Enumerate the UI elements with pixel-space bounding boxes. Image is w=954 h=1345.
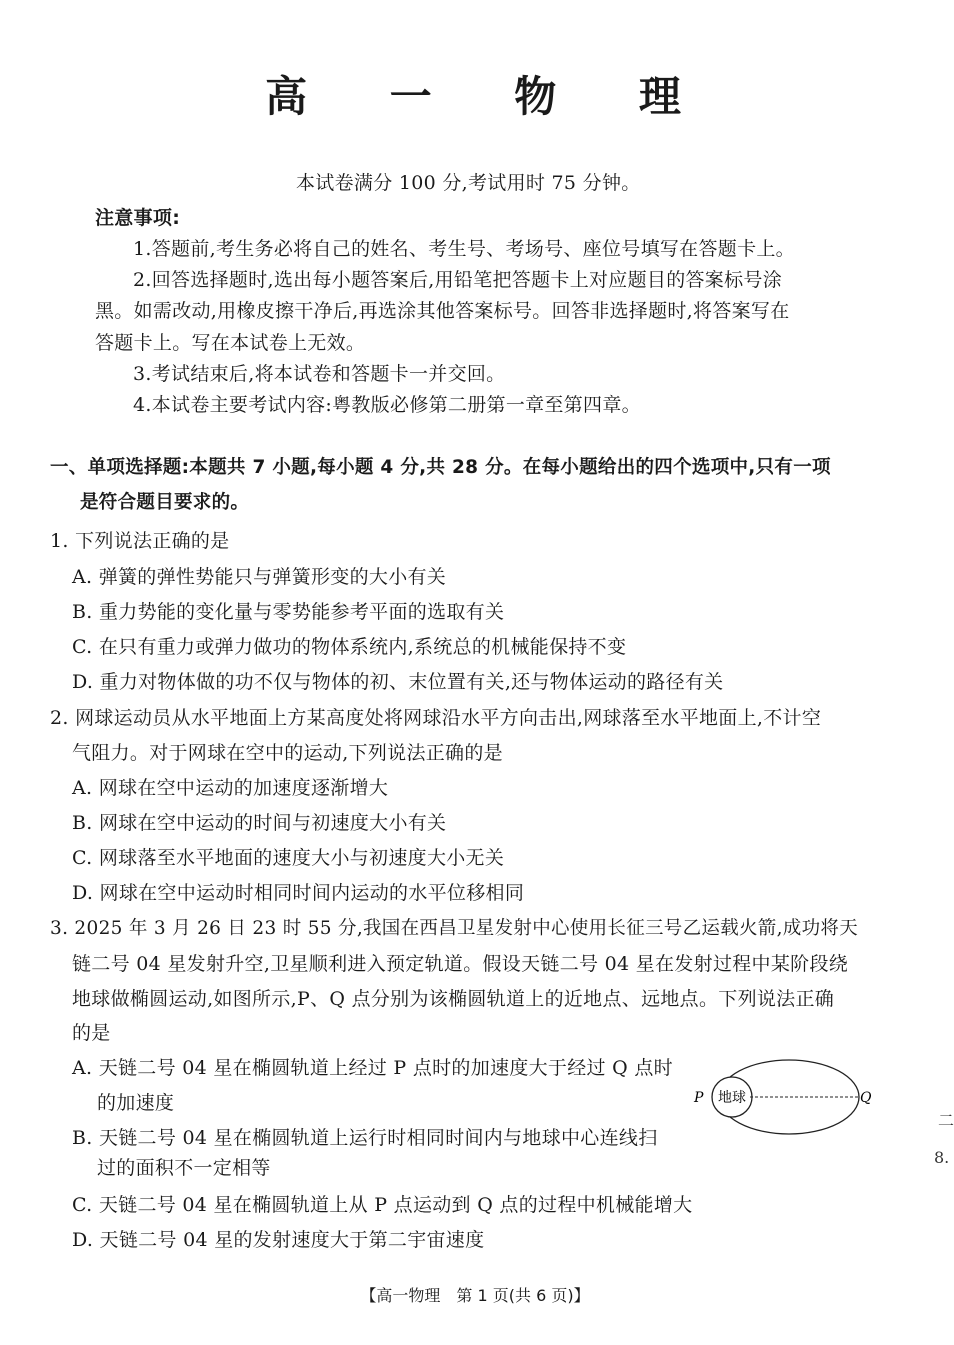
earth-label: 地球 — [718, 1090, 746, 1106]
question-2-option-b: B. 网球在空中运动的时间与初速度大小有关 — [72, 812, 447, 834]
page-footer: 【高一物理 第 1 页(共 6 页)】 — [360, 1286, 590, 1305]
elliptical-orbit-diagram — [690, 1055, 875, 1137]
question-2-option-c: C. 网球落至水平地面的速度大小与初速度大小无关 — [72, 847, 505, 869]
margin-fragment: 二 — [938, 1111, 954, 1130]
notice-line: 3.考试结束后,将本试卷和答题卡一并交回。 — [133, 363, 506, 385]
notice-line: 黑。如需改动,用橡皮擦干净后,再选涂其他答案标号。回答非选择题时,将答案写在 — [95, 300, 790, 322]
notice-line: 答题卡上。写在本试卷上无效。 — [95, 332, 366, 354]
question-3-option-b-cont: 过的面积不一定相等 — [97, 1157, 271, 1179]
question-3-option-b: B. 天链二号 04 星在椭圆轨道上运行时相同时间内与地球中心连线扫 — [72, 1127, 658, 1149]
question-1-stem: 1. 下列说法正确的是 — [50, 530, 230, 552]
section-heading: 一、单项选择题:本题共 7 小题,每小题 4 分,共 28 分。在每小题给出的四个选项中,只有一项 — [50, 457, 831, 478]
question-2-option-a: A. 网球在空中运动的加速度逐渐增大 — [72, 777, 389, 799]
question-2-option-d: D. 网球在空中运动时相同时间内运动的水平位移相同 — [72, 882, 525, 904]
question-3-stem: 的是 — [72, 1022, 111, 1044]
point-q-label: Q — [860, 1090, 872, 1106]
question-2-stem: 气阻力。对于网球在空中的运动,下列说法正确的是 — [72, 742, 503, 764]
question-1-option-c: C. 在只有重力或弹力做功的物体系统内,系统总的机械能保持不变 — [72, 636, 627, 658]
question-1-option-d: D. 重力对物体做的功不仅与物体的初、末位置有关,还与物体运动的路径有关 — [72, 671, 724, 693]
question-1-option-b: B. 重力势能的变化量与零势能参考平面的选取有关 — [72, 601, 505, 623]
question-2-stem: 2. 网球运动员从水平地面上方某高度处将网球沿水平方向击出,网球落至水平地面上,不计空 — [50, 707, 822, 729]
notice-line: 2.回答选择题时,选出每小题答案后,用铅笔把答题卡上对应题目的答案标号涂 — [133, 269, 783, 291]
margin-fragment: 8. — [934, 1148, 950, 1167]
question-3-stem: 链二号 04 星发射升空,卫星顺利进入预定轨道。假设天链二号 04 星在发射过程中某阶段绕 — [72, 953, 849, 975]
question-3-option-c: C. 天链二号 04 星在椭圆轨道上从 P 点运动到 Q 点的过程中机械能增大 — [72, 1194, 693, 1216]
question-3-option-a-cont: 的加速度 — [97, 1092, 175, 1114]
question-3-stem: 地球做椭圆运动,如图所示,P、Q 点分别为该椭圆轨道上的近地点、远地点。下列说法正确 — [72, 988, 835, 1010]
notice-line: 1.答题前,考生务必将自己的姓名、考生号、考场号、座位号填写在答题卡上。 — [133, 238, 795, 260]
section-heading: 是符合题目要求的。 — [80, 492, 250, 513]
notice-heading: 注意事项: — [95, 207, 181, 229]
question-3-stem: 3. 2025 年 3 月 26 日 23 时 55 分,我国在西昌卫星发射中心使用长征三号乙运载火箭,成功将天 — [50, 918, 858, 939]
exam-intro: 本试卷满分 100 分,考试用时 75 分钟。 — [296, 172, 641, 194]
question-3-option-d: D. 天链二号 04 星的发射速度大于第二宇宙速度 — [72, 1229, 485, 1251]
notice-line: 4.本试卷主要考试内容:粤教版必修第二册第一章至第四章。 — [133, 394, 641, 416]
question-3-option-a: A. 天链二号 04 星在椭圆轨道上经过 P 点时的加速度大于经过 Q 点时 — [72, 1057, 673, 1079]
exam-title: 高 一 物 理 — [265, 72, 715, 121]
point-p-label: P — [694, 1090, 704, 1106]
question-1-option-a: A. 弹簧的弹性势能只与弹簧形变的大小有关 — [72, 566, 447, 588]
